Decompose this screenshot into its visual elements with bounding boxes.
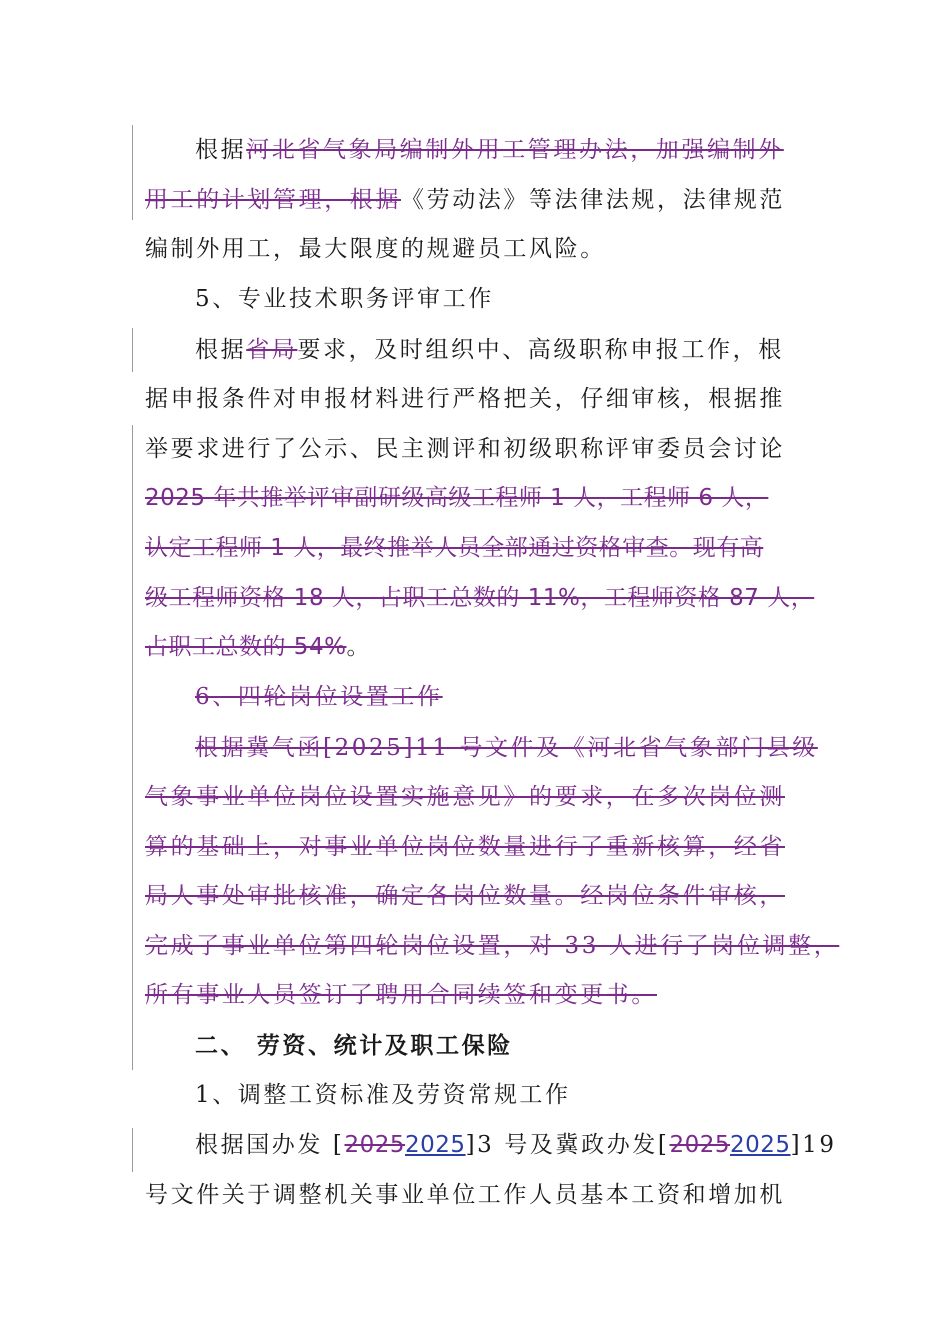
deleted-text: 2025: [669, 1132, 731, 1158]
text-run: 据申报条件对申报材料进行严格把关，仔细审核，根据推: [145, 386, 785, 412]
paragraph-line: [145, 583, 845, 613]
deleted-text: 级工程师资格 18 人，占职工总数的 11%，工程师资格 87 人，: [145, 585, 815, 611]
paragraph-line: [145, 782, 845, 812]
paragraph-line: [145, 434, 845, 464]
change-bar: [132, 125, 133, 220]
deleted-text: 算的基础上，对事业单位岗位数量进行了重新核算，经省: [145, 834, 785, 860]
paragraph-line: [145, 980, 845, 1010]
heading-text: 二、 劳资、统计及职工保险: [195, 1032, 513, 1059]
paragraph-line: [195, 733, 895, 763]
paragraph-line: [195, 335, 895, 365]
paragraph-line: [145, 832, 845, 862]
deleted-text: 河北省气象局编制外用工管理办法，加强编制外: [246, 137, 784, 163]
paragraph-line: [145, 533, 845, 563]
text-run: 《劳动法》等法律法规，法律规范: [401, 187, 785, 213]
change-bar: [132, 328, 133, 372]
inserted-text: 2025: [405, 1132, 466, 1158]
text-run: 要求，及时组织中、高级职称申报工作，根: [297, 337, 784, 363]
paragraph-line: [195, 1130, 895, 1160]
deleted-text: 所有事业人员签订了聘用合同续签和变更书。: [145, 982, 657, 1008]
text-run: 举要求进行了公示、民主测评和初级职称评审委员会讨论: [145, 436, 785, 462]
paragraph-line: [145, 1180, 845, 1210]
paragraph-line: [145, 632, 845, 662]
text-run: 。: [346, 634, 373, 660]
deleted-text: 省局: [246, 337, 298, 363]
paragraph-line: [145, 483, 845, 513]
text-run: ]19: [790, 1132, 837, 1158]
section-heading: [195, 1031, 895, 1061]
deleted-text: 2025 年共推举评审副研级高级工程师 1 人，工程师 6 人，: [145, 485, 769, 511]
deleted-text: 完成了事业单位第四轮岗位设置，对 33 人进行了岗位调整，: [145, 933, 840, 959]
deleted-text: 局人事处审批核准，确定各岗位数量。经岗位条件审核，: [145, 883, 785, 909]
deleted-text: 2025: [344, 1132, 406, 1158]
text-run: 根据: [195, 137, 247, 163]
change-bar: [132, 425, 133, 1070]
heading-text: 5、专业技术职务评审工作: [195, 286, 494, 312]
deleted-heading: 6、四轮岗位设置工作: [195, 684, 443, 710]
paragraph-line: [145, 384, 845, 414]
paragraph-line: [195, 135, 895, 165]
deleted-text: 占职工总数的 54%: [145, 634, 347, 660]
section-heading: [195, 1080, 895, 1110]
text-run: 根据国办发 [: [195, 1132, 345, 1158]
deleted-text: 气象事业单位岗位设置实施意见》的要求，在多次岗位测: [145, 784, 785, 810]
paragraph-line: [145, 234, 845, 264]
change-bar: [132, 1128, 133, 1172]
paragraph-line: [145, 881, 845, 911]
text-run: ]3 号及冀政办发[: [465, 1132, 670, 1158]
paragraph-line: [145, 931, 845, 961]
deleted-text: 用工的计划管理，根据: [145, 187, 401, 213]
paragraph-line: [145, 185, 845, 215]
text-run: 号文件关于调整机关事业单位工作人员基本工资和增加机: [145, 1182, 785, 1208]
text-run: 编制外用工，最大限度的规避员工风险。: [145, 236, 606, 262]
deleted-text: 根据冀气函[2025]11 号文件及《河北省气象部门县级: [195, 735, 818, 761]
text-run: 根据: [195, 337, 247, 363]
section-heading: [195, 682, 895, 712]
heading-text: 1、调整工资标准及劳资常规工作: [195, 1082, 571, 1108]
deleted-text: 认定工程师 1 人，最终推举人员全部通过资格审查。现有高: [145, 535, 764, 561]
inserted-text: 2025: [730, 1132, 791, 1158]
section-heading: [195, 284, 895, 314]
